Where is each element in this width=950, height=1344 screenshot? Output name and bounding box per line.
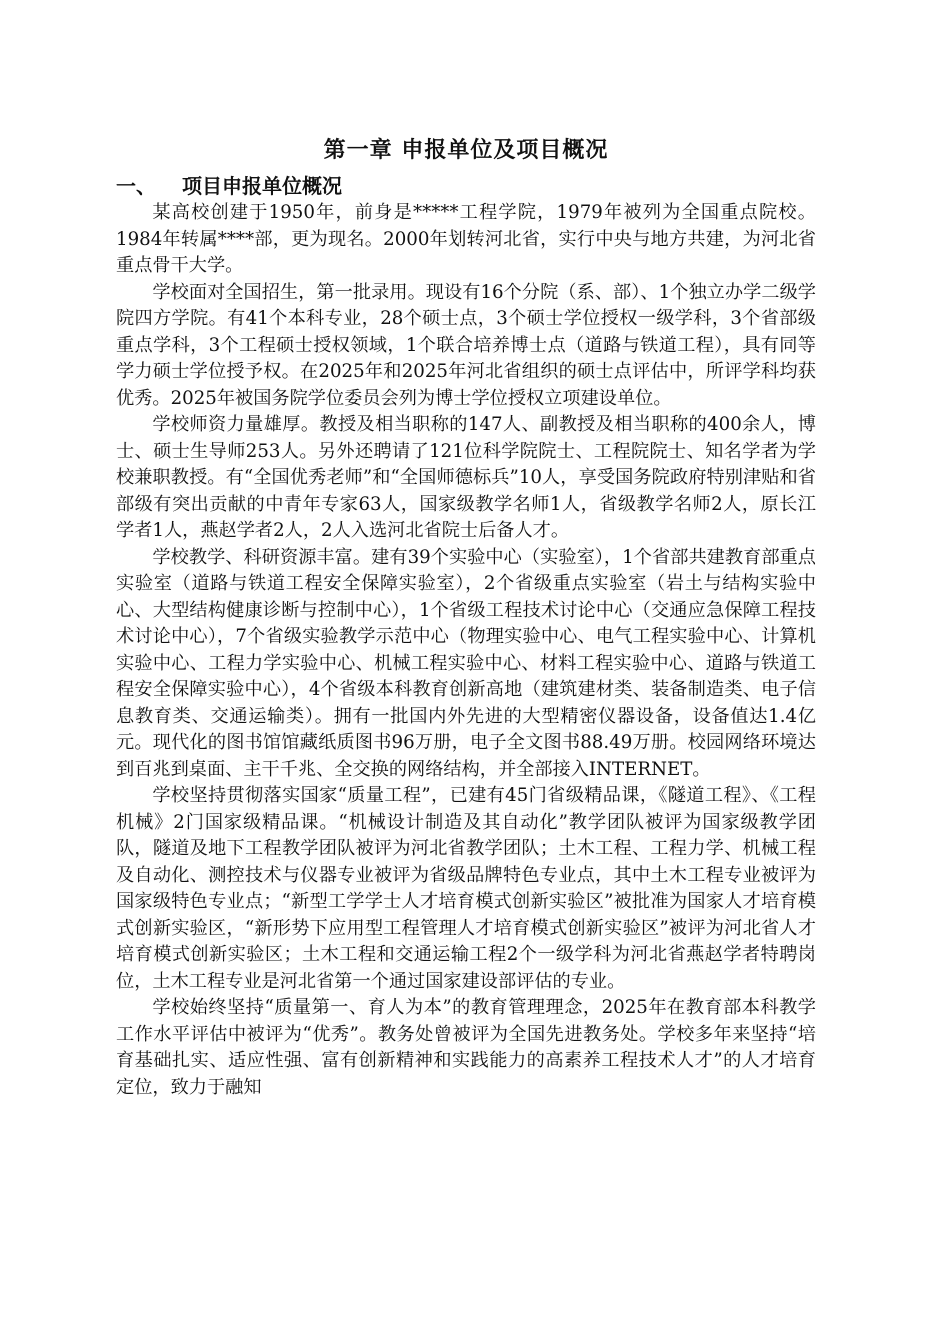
section-heading — [116, 172, 816, 200]
paragraph-faculty: 学校师资力量雄厚。教授及相当职称的147人、副教授及相当职称的400余人，博士、硕士生导师253人。另外还聘请了121位科学院院士、工程院院士、知名学者为学校兼职教授。有“全国优秀老师”和“全国师德标兵”10人，享受国务院政府特别津贴和省部级有突出贡献的中青年专家63人，国家级教学名师1人，省级教学名师2人，原长江学者1人，燕赵学者2人，2人入选河北省院士后备人才。 — [116, 414, 816, 541]
document-body — [116, 128, 816, 1101]
paragraph-education-philosophy: 学校始终坚持“质量第一、育人为本”的教育管理理念，2025年在教育部本科教学工作水平评估中被评为“优秀”。教务处曾被评为全国先进教务处。学校多年来坚持“培育基础扎实、适应性强、富有创新精神和实践能力的高素养工程技术人才”的人才培育定位，致力于融知 — [116, 997, 816, 1098]
paragraph-enrollment: 学校面对全国招生，第一批录用。现设有16个分院（系、部）、1个独立办学二级学院四方学院。有41个本科专业，28个硕士点，3个硕士学位授权一级学科，3个省部级重点学科，3个工程硕士授权领域，1个联合培养博士点（道路与铁道工程），具有同等学力硕士学位授予权。在2025年和2025年河北省组织的硕士点评估中，所评学科均获优秀。2025年被国务院学位委员会列为博士学位授权立项建设单位。 — [116, 281, 816, 409]
chapter-title: 第一章 申报单位及项目概况 — [323, 137, 609, 163]
paragraph-resources: 学校教学、科研资源丰富。建有39个实验中心（实验室），1个省部共建教育部重点实验室（道路与铁道工程安全保障实验室），2个省级重点实验室（岩土与结构实验中心、大型结构健康诊断与控制中心），1个省级工程技术讨论中心（交通应急保障工程技术讨论中心），7个省级实验教学示范中心（物理实验中心、电气工程实验中心、计算机实验中心、工程力学实验中心、机械工程实验中心、材料工程实验中心、道路与铁道工程安全保障实验中心），4个省级本科教育创新高地（建筑建材类、装备制造类、电子信息教育类、交通运输类）。拥有一批国内外先进的大型精密仪器设备，设备值达1.4亿元。现代化的图书馆馆藏纸质图书96万册，电子全文图书88.49万册。校园网络环境达到百兆到桌面、主干千兆、全交换的网络结构，并全部接入INTERNET。 — [116, 546, 816, 780]
section-title: 项目申报单位概况 — [182, 174, 342, 198]
section-number: 一、 — [116, 174, 156, 198]
paragraph-history: 某高校创建于1950年，前身是*****工程学院，1979年被列为全国重点院校。1984年转属****部，更为现名。2000年划转河北省，实行中央与地方共建，为河北省重点骨干大学。 — [116, 202, 816, 276]
paragraph-quality-project: 学校坚持贯彻落实国家“质量工程”，已建有45门省级精品课，《隧道工程》、《工程机械》2门国家级精品课。“机械设计制造及其自动化”教学团队被评为国家级教学团队，隧道及地下工程教学团队被评为河北省教学团队；土木工程、工程力学、机械工程及自动化、测控技术与仪器专业被评为省级品牌特色专业点，其中土木工程专业被评为国家级特色专业点；“新型工学学士人才培育模式创新实验区”被批准为国家人才培育模式创新实验区，“新形势下应用型工程管理人才培育模式创新实验区”被评为河北省人才培育模式创新实验区；土木工程和交通运输工程2个一级学科为河北省燕赵学者特聘岗位，土木工程专业是河北省第一个通过国家建设部评估的专业。 — [116, 785, 816, 992]
